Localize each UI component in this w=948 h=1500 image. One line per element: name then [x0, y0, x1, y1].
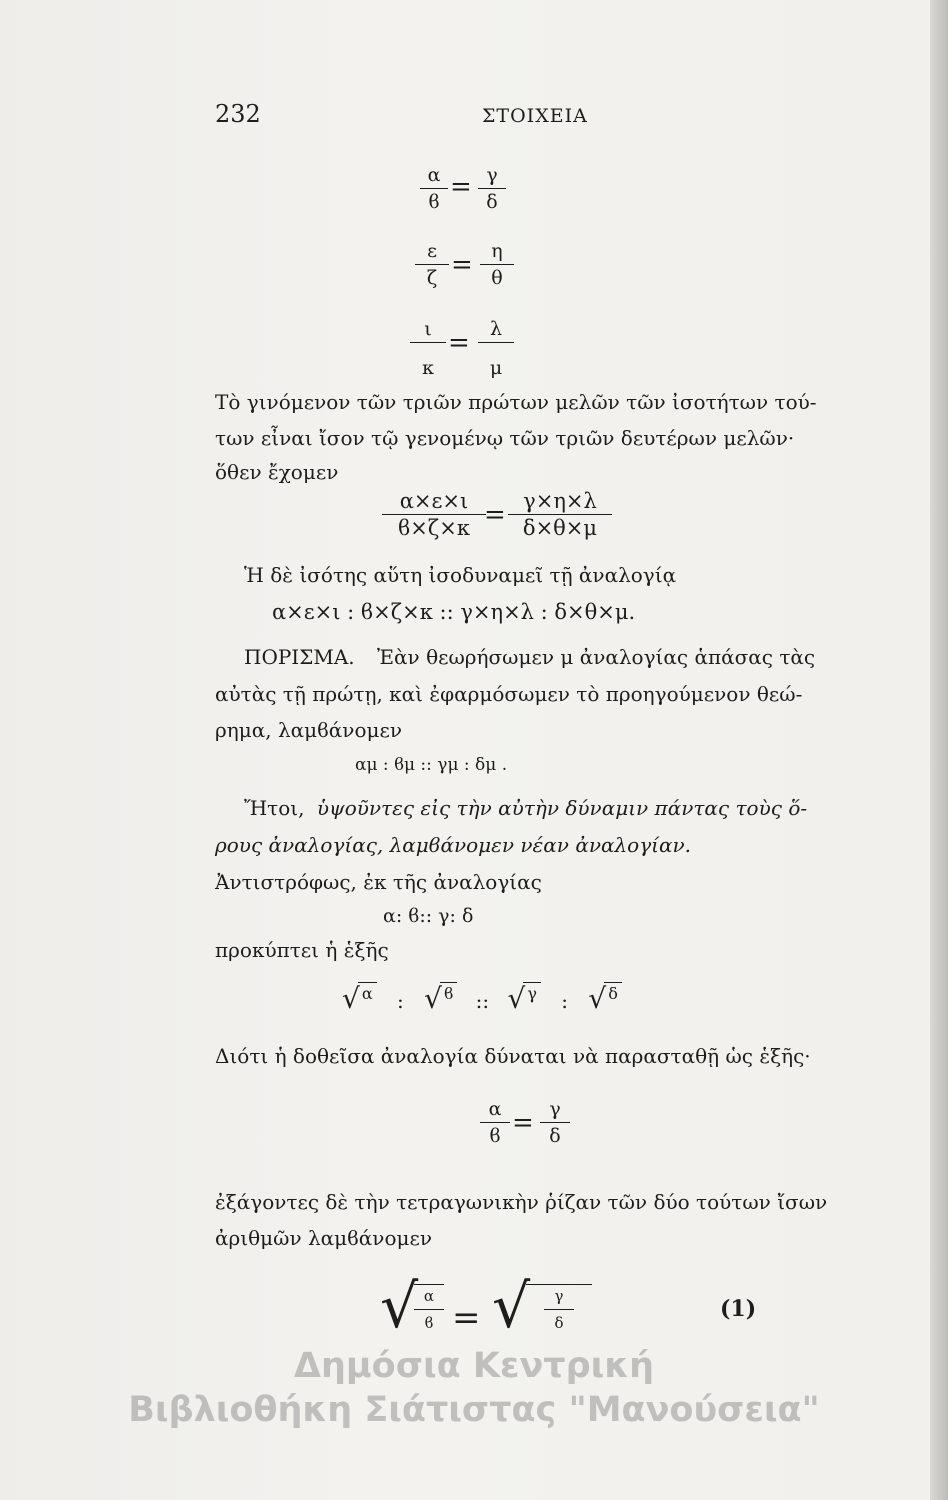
equals-sign: =	[484, 500, 506, 530]
paragraph-line	[244, 796, 807, 820]
paragraph-line: Διότι ἡ δοθεῖσα ἀναλογία δύναται νὰ παρασταθῇ ὡς ἑξῆς·	[215, 1044, 811, 1068]
equals-sign: =	[452, 1298, 481, 1338]
simple-proportion: α: ϐ:: γ: δ	[383, 905, 474, 927]
fraction-eta-theta: η θ	[480, 240, 514, 289]
radicand-fraction: γ δ	[526, 1284, 592, 1334]
proportion-equation: α×ε×ι : ϐ×ζ×κ :: γ×η×λ : δ×θ×μ.	[272, 600, 636, 624]
product-fraction-left: α×ε×ι ϐ×ζ×κ	[382, 490, 486, 539]
radicand: α	[358, 982, 377, 1005]
double-colon: ::	[475, 989, 490, 1013]
radical-sign: √	[424, 982, 442, 1015]
radical-sign: √	[380, 1272, 419, 1342]
porisma-line	[244, 645, 815, 669]
radicand-fraction: α ϐ	[414, 1284, 444, 1334]
fraction-alpha-beta: α ϐ	[480, 1098, 510, 1147]
page-edge	[930, 0, 948, 1500]
paragraph-line: ἐξάγοντες δὲ τὴν τετραγωνικὴν ῥίζαν τῶν δύο τούτων ἴσων	[215, 1190, 828, 1214]
equals-sign: =	[450, 172, 472, 202]
radical-sign: √	[492, 1272, 531, 1342]
italic-text: ρους ἀναλογίας, λαμϐάνομεν νέαν ἀναλογίαν.	[215, 833, 692, 857]
radical-sign: √	[342, 982, 360, 1015]
radicand: ϐ	[440, 982, 457, 1005]
paragraph-line: αὐτὰς τῇ πρώτῃ, καὶ ἐφαρμόσωμεν τὸ προηγούμενον θεώ-	[215, 682, 803, 706]
equals-sign: =	[512, 1108, 534, 1138]
itoi-word: Ἤτοι,	[244, 796, 305, 820]
sqrt-proportion	[342, 982, 622, 1015]
porisma-text: Ἐὰν θεωρήσωμεν μ ἀναλογίας ἁπάσας τὰς	[376, 645, 816, 669]
library-watermark-line1: Δημόσια Κεντρική	[293, 1346, 655, 1386]
product-fraction-right: γ×η×λ δ×θ×μ	[508, 490, 612, 539]
paragraph-line: ὅθεν ἔχομεν	[215, 460, 339, 484]
equals-sign: =	[448, 328, 470, 358]
italic-text: ὑψοῦντες εἰς τὴν αὐτὴν δύναμιν πάντας τοὺς ὅ-	[316, 796, 808, 820]
radicand: δ	[604, 982, 622, 1005]
fraction-gamma-delta: γ δ	[540, 1098, 570, 1147]
colon: :	[397, 989, 404, 1013]
fraction-iota-kappa: ι κ	[410, 318, 446, 379]
paragraph-line: των εἶναι ἴσον τῷ γενομένῳ τῶν τριῶν δευτέρων μελῶν·	[215, 426, 795, 450]
paragraph-line: Ἡ δὲ ἰσότης αὕτη ἰσοδυναμεῖ τῇ ἀναλογίᾳ	[244, 563, 677, 587]
paragraph-line: ἀριθμῶν λαμϐάνομεν	[215, 1226, 433, 1250]
paragraph-line: Τὸ γινόμενον τῶν τριῶν πρώτων μελῶν τῶν ἰσοτήτων τού-	[215, 390, 817, 414]
radical-sign: √	[588, 982, 607, 1015]
running-title: ΣΤΟΙΧΕΙΑ	[482, 105, 588, 127]
equals-sign: =	[451, 250, 473, 280]
radical-sign: √	[507, 982, 526, 1015]
equation-number: (1)	[720, 1296, 757, 1322]
page-number: 232	[215, 100, 261, 128]
paragraph-line: Ἀντιστρόφως, ἐκ τῆς ἀναλογίας	[215, 870, 542, 894]
colon: :	[561, 989, 569, 1013]
paragraph-line: ρημα, λαμϐάνομεν	[215, 718, 403, 742]
fraction-lambda-mu: λ μ	[478, 318, 514, 379]
paragraph-line: προκύπτει ἡ ἑξῆς	[215, 938, 389, 962]
power-proportion: αμ : ϐμ :: γμ : δμ .	[355, 755, 508, 775]
fraction-epsilon-zeta: ε ζ	[415, 240, 449, 289]
fraction-alpha-beta: α ϐ	[420, 164, 448, 213]
radicand: γ	[523, 982, 541, 1005]
library-watermark-line2: Βιβλιοθήκη Σιάτιστας "Μανούσεια"	[128, 1390, 820, 1430]
fraction-gamma-delta: γ δ	[478, 164, 506, 213]
porisma-heading: ΠΟΡΙΣΜΑ.	[244, 645, 355, 669]
